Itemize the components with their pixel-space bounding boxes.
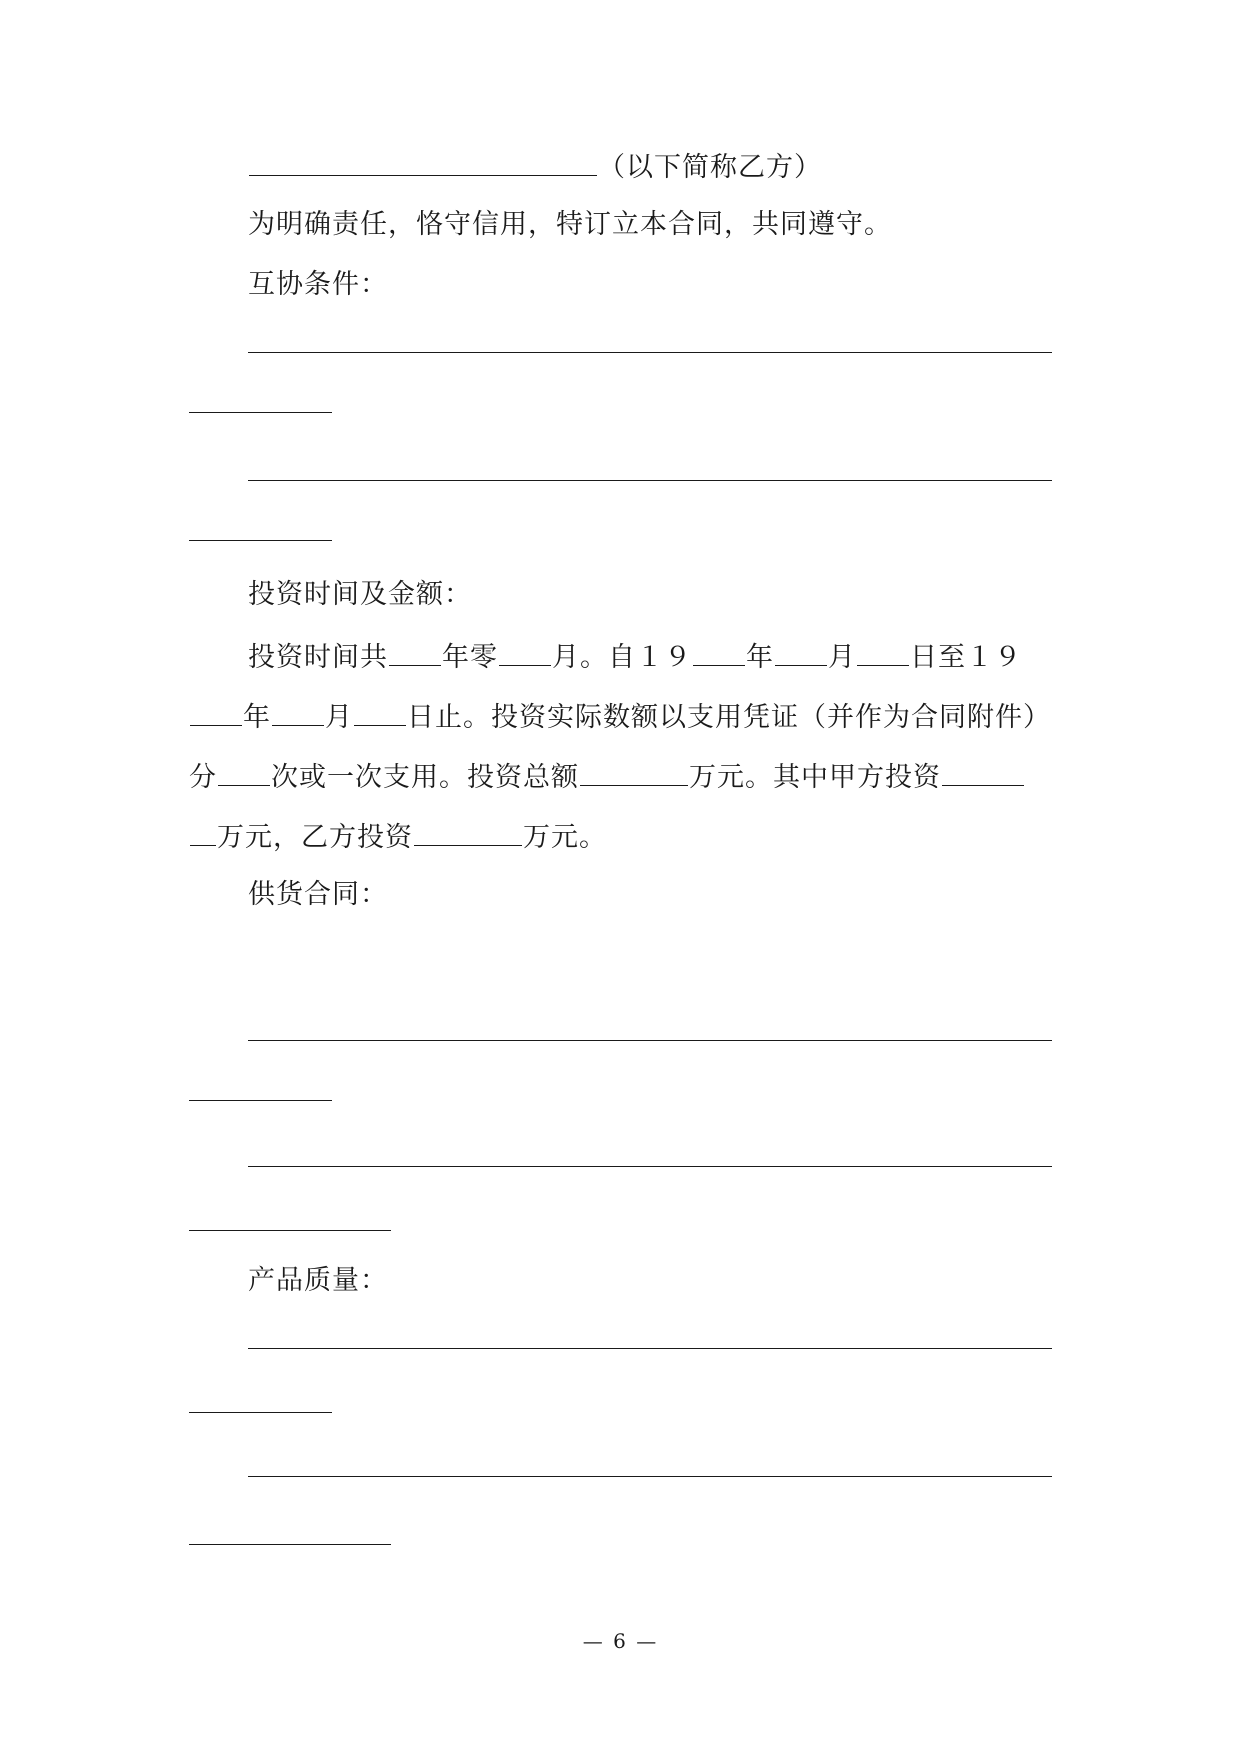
section-investment-time-amount: 投资时间及金额： <box>248 579 472 610</box>
investment-text: 年 <box>746 642 774 673</box>
start-day-blank[interactable] <box>857 638 909 666</box>
end-month-blank[interactable] <box>272 698 324 726</box>
intro-paragraph: 为明确责任，恪守信用，特订立本合同，共同遵守。 <box>248 209 892 240</box>
investment-line-3 <box>189 758 1025 795</box>
party-b-blank[interactable] <box>249 148 597 176</box>
investment-text: 月。自１９ <box>552 642 692 673</box>
mutual-conditions-blank-1b[interactable] <box>189 412 332 413</box>
investment-text: 投资时间共 <box>248 642 388 673</box>
mutual-conditions-blank-2a[interactable] <box>248 480 1052 481</box>
investment-months-blank[interactable] <box>499 638 551 666</box>
investment-text: 日至１９ <box>910 642 1022 673</box>
investment-line-1 <box>248 638 1022 675</box>
party-b-suffix: （以下简称乙方） <box>598 152 822 183</box>
investment-line-4 <box>189 818 607 855</box>
section-mutual-conditions: 互协条件： <box>248 269 388 300</box>
party-a-investment-blank-start[interactable] <box>942 758 1024 786</box>
investment-text: 日止。投资实际数额以支用凭证（并作为合同附件） <box>407 702 1051 733</box>
supply-contract-blank-1b[interactable] <box>189 1100 332 1101</box>
supply-contract-blank-2b[interactable] <box>189 1230 391 1231</box>
product-quality-blank-1a[interactable] <box>248 1348 1052 1349</box>
installments-blank[interactable] <box>218 758 270 786</box>
end-year-blank[interactable] <box>190 698 242 726</box>
investment-text: 万元。其中甲方投资 <box>689 762 941 793</box>
mutual-conditions-blank-1a[interactable] <box>248 352 1052 353</box>
party-b-line <box>248 148 822 185</box>
section-product-quality: 产品质量： <box>248 1265 388 1296</box>
party-a-investment-blank-end[interactable] <box>190 818 216 846</box>
investment-years-blank[interactable] <box>389 638 441 666</box>
supply-contract-blank-1a[interactable] <box>248 1040 1052 1041</box>
investment-text: 万元。 <box>523 822 607 853</box>
page-number: — 6 — <box>582 1629 659 1653</box>
mutual-conditions-blank-2b[interactable] <box>189 540 332 541</box>
investment-line-2 <box>189 698 1051 735</box>
party-b-investment-blank[interactable] <box>414 818 522 846</box>
investment-text: 月 <box>325 702 353 733</box>
end-day-blank[interactable] <box>354 698 406 726</box>
product-quality-blank-2b[interactable] <box>189 1544 391 1545</box>
investment-text: 年 <box>243 702 271 733</box>
investment-text: 月 <box>828 642 856 673</box>
total-investment-blank[interactable] <box>580 758 688 786</box>
investment-text: 次或一次支用。投资总额 <box>271 762 579 793</box>
investment-text: 万元，乙方投资 <box>217 822 413 853</box>
investment-text: 年零 <box>442 642 498 673</box>
supply-contract-blank-2a[interactable] <box>248 1166 1052 1167</box>
product-quality-blank-2a[interactable] <box>248 1476 1052 1477</box>
section-supply-contract: 供货合同： <box>248 879 388 910</box>
product-quality-blank-1b[interactable] <box>189 1412 332 1413</box>
start-year-blank[interactable] <box>693 638 745 666</box>
investment-text: 分 <box>189 762 217 793</box>
start-month-blank[interactable] <box>775 638 827 666</box>
